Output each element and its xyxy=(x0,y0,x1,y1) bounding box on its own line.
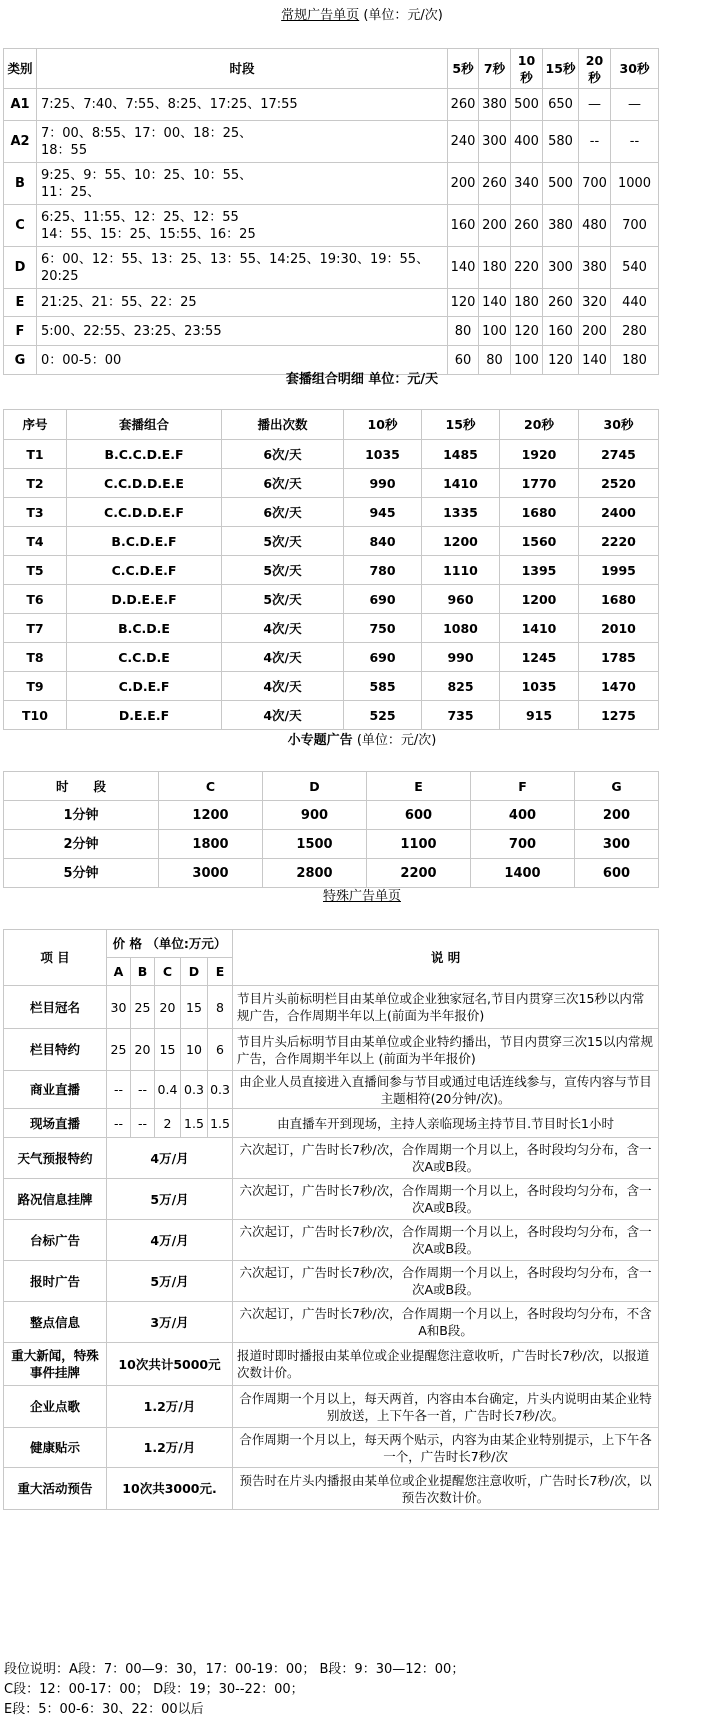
price-cell: 140 xyxy=(579,346,611,375)
section1-title: 常规广告单页 xyxy=(281,8,360,23)
table-cell: C.C.D.E xyxy=(67,643,222,672)
price-cell: 60 xyxy=(448,346,479,375)
price-cell: 580 xyxy=(543,121,579,163)
table-cell: 2220 xyxy=(579,527,659,556)
column-header: 10秒 xyxy=(344,410,422,440)
table-cell: 945 xyxy=(344,498,422,527)
table-cell: 915 xyxy=(500,701,579,730)
table-cell: 1770 xyxy=(500,469,579,498)
price-cell: -- xyxy=(131,1071,155,1109)
table-cell: 1395 xyxy=(500,556,579,585)
price-cell: 5万/月 xyxy=(107,1261,233,1302)
column-header: E xyxy=(367,772,471,801)
table-row xyxy=(4,701,659,730)
price-cell: 120 xyxy=(511,317,543,346)
price-cell: -- xyxy=(107,1109,131,1138)
table-cell: 5次/天 xyxy=(222,527,344,556)
category-cell: D xyxy=(4,247,37,289)
price-cell: -- xyxy=(131,1109,155,1138)
item-cell: 栏目冠名 xyxy=(4,986,107,1029)
table-row xyxy=(4,1302,659,1343)
note-cell: 由企业人员直接进入直播间参与节目或通过电话连线参与，宣传内容与节目主题相符(20分钟/次)。 xyxy=(233,1071,659,1109)
table-cell: 5次/天 xyxy=(222,585,344,614)
table-cell: T3 xyxy=(4,498,67,527)
table-cell: 1335 xyxy=(422,498,500,527)
table-cell: 300 xyxy=(575,830,659,859)
price-column-header: B xyxy=(131,958,155,986)
price-cell: 2 xyxy=(155,1109,181,1138)
table-cell: 525 xyxy=(344,701,422,730)
table-row xyxy=(4,1261,659,1302)
price-cell: 240 xyxy=(448,121,479,163)
segment-footnote xyxy=(4,1660,464,1720)
price-cell: 1.2万/月 xyxy=(107,1428,233,1468)
table-row xyxy=(4,205,659,247)
price-cell: 380 xyxy=(479,89,511,121)
table-cell: 1800 xyxy=(159,830,263,859)
note-cell: 六次起订，广告时长7秒/次，合作周期一个月以上，各时段均匀分布，含一次A或B段。 xyxy=(233,1220,659,1261)
table-cell: 2520 xyxy=(579,469,659,498)
table-cell: 1995 xyxy=(579,556,659,585)
price-cell: 380 xyxy=(579,247,611,289)
price-cell: 1000 xyxy=(611,163,659,205)
price-cell: 700 xyxy=(579,163,611,205)
special-ad-table xyxy=(3,929,659,1510)
table-cell: 990 xyxy=(344,469,422,498)
table-cell: B.C.D.E xyxy=(67,614,222,643)
table-cell: 990 xyxy=(422,643,500,672)
column-header: 序号 xyxy=(4,410,67,440)
table-cell: 1200 xyxy=(159,801,263,830)
table-cell: 1500 xyxy=(263,830,367,859)
section4-caption xyxy=(0,888,724,906)
price-cell: 0.4 xyxy=(155,1071,181,1109)
price-cell: 220 xyxy=(511,247,543,289)
section2-title: 套播组合明细 单位：元/天 xyxy=(285,372,439,387)
column-header: 30秒 xyxy=(611,49,659,89)
table-row xyxy=(4,469,659,498)
item-cell: 现场直播 xyxy=(4,1109,107,1138)
note-cell: 报道时即时播报由某单位或企业提醒您注意收听，广告时长7秒/次，以报道次数计价。 xyxy=(233,1343,659,1386)
category-cell: E xyxy=(4,289,37,317)
price-cell: 320 xyxy=(579,289,611,317)
price-cell: 80 xyxy=(479,346,511,375)
price-cell: 540 xyxy=(611,247,659,289)
note-cell: 节目片头前标明栏目由某单位或企业独家冠名,节目内贯穿三次15秒以内常规广告，合作周期半年以上(前面为半年报价) xyxy=(233,986,659,1029)
table-cell: 5次/天 xyxy=(222,556,344,585)
table-row xyxy=(4,830,659,859)
price-cell: — xyxy=(579,89,611,121)
item-cell: 企业点歌 xyxy=(4,1386,107,1428)
price-cell: 10次共计5000元 xyxy=(107,1343,233,1386)
table-cell: 1245 xyxy=(500,643,579,672)
table-cell: 1分钟 xyxy=(4,801,159,830)
category-cell: C xyxy=(4,205,37,247)
table-row xyxy=(4,121,659,163)
table-row xyxy=(4,317,659,346)
column-header: D xyxy=(263,772,367,801)
table-cell: 3000 xyxy=(159,859,263,888)
table-cell: 400 xyxy=(471,801,575,830)
price-cell: 1.2万/月 xyxy=(107,1386,233,1428)
price-cell: 260 xyxy=(543,289,579,317)
table-cell: B.C.C.D.E.F xyxy=(67,440,222,469)
category-cell: A1 xyxy=(4,89,37,121)
price-cell: 260 xyxy=(448,89,479,121)
table-cell: 1275 xyxy=(579,701,659,730)
column-header: C xyxy=(159,772,263,801)
price-cell: 0.3 xyxy=(208,1071,233,1109)
package-table xyxy=(3,409,659,730)
table-row xyxy=(4,1220,659,1261)
column-header: 类别 xyxy=(4,49,37,89)
table-cell: 1035 xyxy=(344,440,422,469)
table-cell: 1400 xyxy=(471,859,575,888)
table-cell: T10 xyxy=(4,701,67,730)
table-cell: D.D.E.E.F xyxy=(67,585,222,614)
price-cell: 5万/月 xyxy=(107,1179,233,1220)
table-row xyxy=(4,585,659,614)
note-cell: 六次起订，广告时长7秒/次，合作周期一个月以上，各时段均匀分布，含一次A或B段。 xyxy=(233,1138,659,1179)
price-cell: 25 xyxy=(107,1029,131,1071)
header-price: 价 格 （单位:万元） xyxy=(107,930,233,958)
table-cell: C.C.D.D.E.E xyxy=(67,469,222,498)
table-cell: T8 xyxy=(4,643,67,672)
price-cell: 480 xyxy=(579,205,611,247)
section4-title: 特殊广告单页 xyxy=(322,889,401,904)
note-cell: 六次起订，广告时长7秒/次，合作周期一个月以上，各时段均匀分布，不含A和B段。 xyxy=(233,1302,659,1343)
table-row xyxy=(4,1179,659,1220)
footnote-line: 段位说明：A段：7：00—9：30，17：00-19：00； B段：9：30—12：00； xyxy=(4,1662,465,1677)
table-cell: 585 xyxy=(344,672,422,701)
item-cell: 栏目特约 xyxy=(4,1029,107,1071)
header-item: 项 目 xyxy=(4,930,107,986)
table-row xyxy=(4,247,659,289)
table-row xyxy=(4,1428,659,1468)
table-cell: T2 xyxy=(4,469,67,498)
table-cell: 1785 xyxy=(579,643,659,672)
table-cell: C.C.D.E.F xyxy=(67,556,222,585)
time-slots-cell: 5:00、22:55、23:25、23:55 xyxy=(37,317,448,346)
price-cell: -- xyxy=(107,1071,131,1109)
table-row xyxy=(4,859,659,888)
table-row xyxy=(4,1029,659,1071)
price-cell: -- xyxy=(611,121,659,163)
table-cell: C.D.E.F xyxy=(67,672,222,701)
table-cell: 6次/天 xyxy=(222,469,344,498)
category-cell: A2 xyxy=(4,121,37,163)
table-row xyxy=(4,614,659,643)
table-row xyxy=(4,986,659,1029)
price-cell: 500 xyxy=(511,89,543,121)
header-note: 说 明 xyxy=(233,930,659,986)
section1-unit: (单位：元/次) xyxy=(363,8,443,23)
price-cell: 200 xyxy=(479,205,511,247)
price-cell: 10次共3000元. xyxy=(107,1468,233,1510)
column-header: 20秒 xyxy=(500,410,579,440)
footnote-line: C段：12：00-17：00； D段：19；30--22：00； xyxy=(4,1682,304,1697)
price-cell: 300 xyxy=(479,121,511,163)
table-row xyxy=(4,89,659,121)
table-row xyxy=(4,527,659,556)
table-cell: T7 xyxy=(4,614,67,643)
table-cell: 2800 xyxy=(263,859,367,888)
table-cell: B.C.D.E.F xyxy=(67,527,222,556)
price-cell: 180 xyxy=(479,247,511,289)
table-cell: 1035 xyxy=(500,672,579,701)
price-cell: 260 xyxy=(479,163,511,205)
table-cell: 1200 xyxy=(422,527,500,556)
price-cell: 260 xyxy=(511,205,543,247)
table-row xyxy=(4,1071,659,1109)
table-cell: 1920 xyxy=(500,440,579,469)
price-cell: 120 xyxy=(543,346,579,375)
table-cell: 750 xyxy=(344,614,422,643)
table-row xyxy=(4,1468,659,1510)
price-cell: 200 xyxy=(579,317,611,346)
price-cell: 1.5 xyxy=(181,1109,208,1138)
column-header: 套播组合 xyxy=(67,410,222,440)
table-cell: 1100 xyxy=(367,830,471,859)
table-cell: 780 xyxy=(344,556,422,585)
item-cell: 路况信息挂牌 xyxy=(4,1179,107,1220)
price-cell: 120 xyxy=(448,289,479,317)
price-cell: 180 xyxy=(511,289,543,317)
section3-caption xyxy=(0,732,724,750)
table-cell: 1485 xyxy=(422,440,500,469)
price-column-header: E xyxy=(208,958,233,986)
note-cell: 六次起订，广告时长7秒/次，合作周期一个月以上，各时段均匀分布，含一次A或B段。 xyxy=(233,1261,659,1302)
table-cell: 1410 xyxy=(500,614,579,643)
table-row xyxy=(4,643,659,672)
price-cell: 440 xyxy=(611,289,659,317)
price-cell: 3万/月 xyxy=(107,1302,233,1343)
price-cell: -- xyxy=(579,121,611,163)
table-row xyxy=(4,498,659,527)
table-cell: 840 xyxy=(344,527,422,556)
table-cell: 1080 xyxy=(422,614,500,643)
table-cell: 1110 xyxy=(422,556,500,585)
table-cell: 900 xyxy=(263,801,367,830)
price-cell: 400 xyxy=(511,121,543,163)
table-row xyxy=(4,1386,659,1428)
column-header: 20秒 xyxy=(579,49,611,89)
price-cell: 15 xyxy=(155,1029,181,1071)
table-cell: T5 xyxy=(4,556,67,585)
column-header: G xyxy=(575,772,659,801)
time-slots-cell: 7：00、8:55、17：00、18：25、 18：55 xyxy=(37,121,448,163)
table-cell: 700 xyxy=(471,830,575,859)
column-header: 10秒 xyxy=(511,49,543,89)
table-cell: 2分钟 xyxy=(4,830,159,859)
note-cell: 合作周期一个月以上，每天两个贴示，内容为由某企业特别提示，上下午各一个，广告时长7秒/次 xyxy=(233,1428,659,1468)
category-cell: F xyxy=(4,317,37,346)
price-cell: 20 xyxy=(131,1029,155,1071)
time-slots-cell: 6：00、12：55、13：25、13：55、14:25、19:30、19：55、 20:25 xyxy=(37,247,448,289)
table-cell: 6次/天 xyxy=(222,440,344,469)
table-cell: 825 xyxy=(422,672,500,701)
price-cell: 4万/月 xyxy=(107,1138,233,1179)
price-cell: 80 xyxy=(448,317,479,346)
price-cell: 500 xyxy=(543,163,579,205)
table-cell: 4次/天 xyxy=(222,672,344,701)
table-cell: 1680 xyxy=(500,498,579,527)
item-cell: 整点信息 xyxy=(4,1302,107,1343)
column-header: 15秒 xyxy=(422,410,500,440)
price-cell: 700 xyxy=(611,205,659,247)
price-cell: 140 xyxy=(479,289,511,317)
item-cell: 重大活动预告 xyxy=(4,1468,107,1510)
table-cell: 1680 xyxy=(579,585,659,614)
price-cell: 4万/月 xyxy=(107,1220,233,1261)
note-cell: 六次起订，广告时长7秒/次，合作周期一个月以上，各时段均匀分布，含一次A或B段。 xyxy=(233,1179,659,1220)
note-cell: 由直播车开到现场，主持人亲临现场主持节目.节目时长1小时 xyxy=(233,1109,659,1138)
section3-title: 小专题广告 xyxy=(287,733,353,748)
note-cell: 合作周期一个月以上，每天两首，内容由本台确定，片头内说明由某企业特别放送，上下午各一首，广告时长7秒/次。 xyxy=(233,1386,659,1428)
table-cell: T4 xyxy=(4,527,67,556)
table-row xyxy=(4,289,659,317)
price-cell: 160 xyxy=(543,317,579,346)
table-row xyxy=(4,1343,659,1386)
footnote-line: E段：5：00-6：30、22：00以后 xyxy=(4,1702,204,1717)
table-cell: 6次/天 xyxy=(222,498,344,527)
section1-caption xyxy=(0,7,724,25)
table-cell: 4次/天 xyxy=(222,643,344,672)
section2-caption xyxy=(0,371,724,389)
price-cell: 180 xyxy=(611,346,659,375)
table-cell: 2010 xyxy=(579,614,659,643)
price-column-header: D xyxy=(181,958,208,986)
table-cell: 960 xyxy=(422,585,500,614)
note-cell: 预告时在片头内播报由某单位或企业提醒您注意收听，广告时长7秒/次，以预告次数计价。 xyxy=(233,1468,659,1510)
item-cell: 台标广告 xyxy=(4,1220,107,1261)
time-slots-cell: 9:25、9：55、10：25、10：55、 11：25、 xyxy=(37,163,448,205)
table-cell: 200 xyxy=(575,801,659,830)
item-cell: 重大新闻，特殊事件挂牌 xyxy=(4,1343,107,1386)
table-row xyxy=(4,1138,659,1179)
table-cell: 735 xyxy=(422,701,500,730)
table-cell: 1410 xyxy=(422,469,500,498)
price-cell: 300 xyxy=(543,247,579,289)
price-cell: 200 xyxy=(448,163,479,205)
table-cell: 2400 xyxy=(579,498,659,527)
table-cell: 4次/天 xyxy=(222,614,344,643)
table-row xyxy=(4,440,659,469)
price-cell: 25 xyxy=(131,986,155,1029)
table-cell: 1560 xyxy=(500,527,579,556)
item-cell: 健康贴示 xyxy=(4,1428,107,1468)
table-cell: 600 xyxy=(367,801,471,830)
price-cell: 15 xyxy=(181,986,208,1029)
price-cell: 340 xyxy=(511,163,543,205)
table-cell: 2745 xyxy=(579,440,659,469)
time-slots-cell: 6:25、11:55、12：25、12：55 14：55、15：25、15:55、16：25 xyxy=(37,205,448,247)
price-cell: 10 xyxy=(181,1029,208,1071)
table-cell: T1 xyxy=(4,440,67,469)
category-cell: B xyxy=(4,163,37,205)
table-cell: 690 xyxy=(344,585,422,614)
regular-ad-table xyxy=(3,48,659,375)
price-cell: 160 xyxy=(448,205,479,247)
time-slots-cell: 7:25、7:40、7:55、8:25、17:25、17:55 xyxy=(37,89,448,121)
price-cell: 280 xyxy=(611,317,659,346)
column-header: 15秒 xyxy=(543,49,579,89)
price-cell: 0.3 xyxy=(181,1071,208,1109)
table-cell: 5分钟 xyxy=(4,859,159,888)
price-cell: 380 xyxy=(543,205,579,247)
column-header: 时段 xyxy=(37,49,448,89)
column-header: 30秒 xyxy=(579,410,659,440)
table-cell: 600 xyxy=(575,859,659,888)
table-cell: T6 xyxy=(4,585,67,614)
section3-unit: (单位：元/次) xyxy=(356,733,437,748)
price-cell: 30 xyxy=(107,986,131,1029)
table-cell: 2200 xyxy=(367,859,471,888)
item-cell: 报时广告 xyxy=(4,1261,107,1302)
table-row xyxy=(4,801,659,830)
time-slots-cell: 0：00-5：00 xyxy=(37,346,448,375)
column-header: F xyxy=(471,772,575,801)
table-cell: 4次/天 xyxy=(222,701,344,730)
price-cell: 100 xyxy=(511,346,543,375)
time-slots-cell: 21:25、21：55、22：25 xyxy=(37,289,448,317)
price-cell: 140 xyxy=(448,247,479,289)
price-cell: — xyxy=(611,89,659,121)
price-cell: 650 xyxy=(543,89,579,121)
column-header: 播出次数 xyxy=(222,410,344,440)
price-cell: 6 xyxy=(208,1029,233,1071)
item-cell: 天气预报特约 xyxy=(4,1138,107,1179)
table-row xyxy=(4,163,659,205)
table-row xyxy=(4,672,659,701)
table-row xyxy=(4,1109,659,1138)
table-cell: T9 xyxy=(4,672,67,701)
category-cell: G xyxy=(4,346,37,375)
price-column-header: C xyxy=(155,958,181,986)
table-cell: 690 xyxy=(344,643,422,672)
column-header: 时 段 xyxy=(4,772,159,801)
table-cell: C.C.D.D.E.F xyxy=(67,498,222,527)
table-cell: D.E.E.F xyxy=(67,701,222,730)
note-cell: 节目片头后标明节目由某单位或企业特约播出，节目内贯穿三次15以内常规广告，合作周期半年以上 (前面为半年报价) xyxy=(233,1029,659,1071)
item-cell: 商业直播 xyxy=(4,1071,107,1109)
price-cell: 1.5 xyxy=(208,1109,233,1138)
special-topic-table xyxy=(3,771,659,888)
price-column-header: A xyxy=(107,958,131,986)
column-header: 5秒 xyxy=(448,49,479,89)
price-cell: 100 xyxy=(479,317,511,346)
price-cell: 20 xyxy=(155,986,181,1029)
column-header: 7秒 xyxy=(479,49,511,89)
table-cell: 1200 xyxy=(500,585,579,614)
table-row xyxy=(4,556,659,585)
table-cell: 1470 xyxy=(579,672,659,701)
price-cell: 8 xyxy=(208,986,233,1029)
